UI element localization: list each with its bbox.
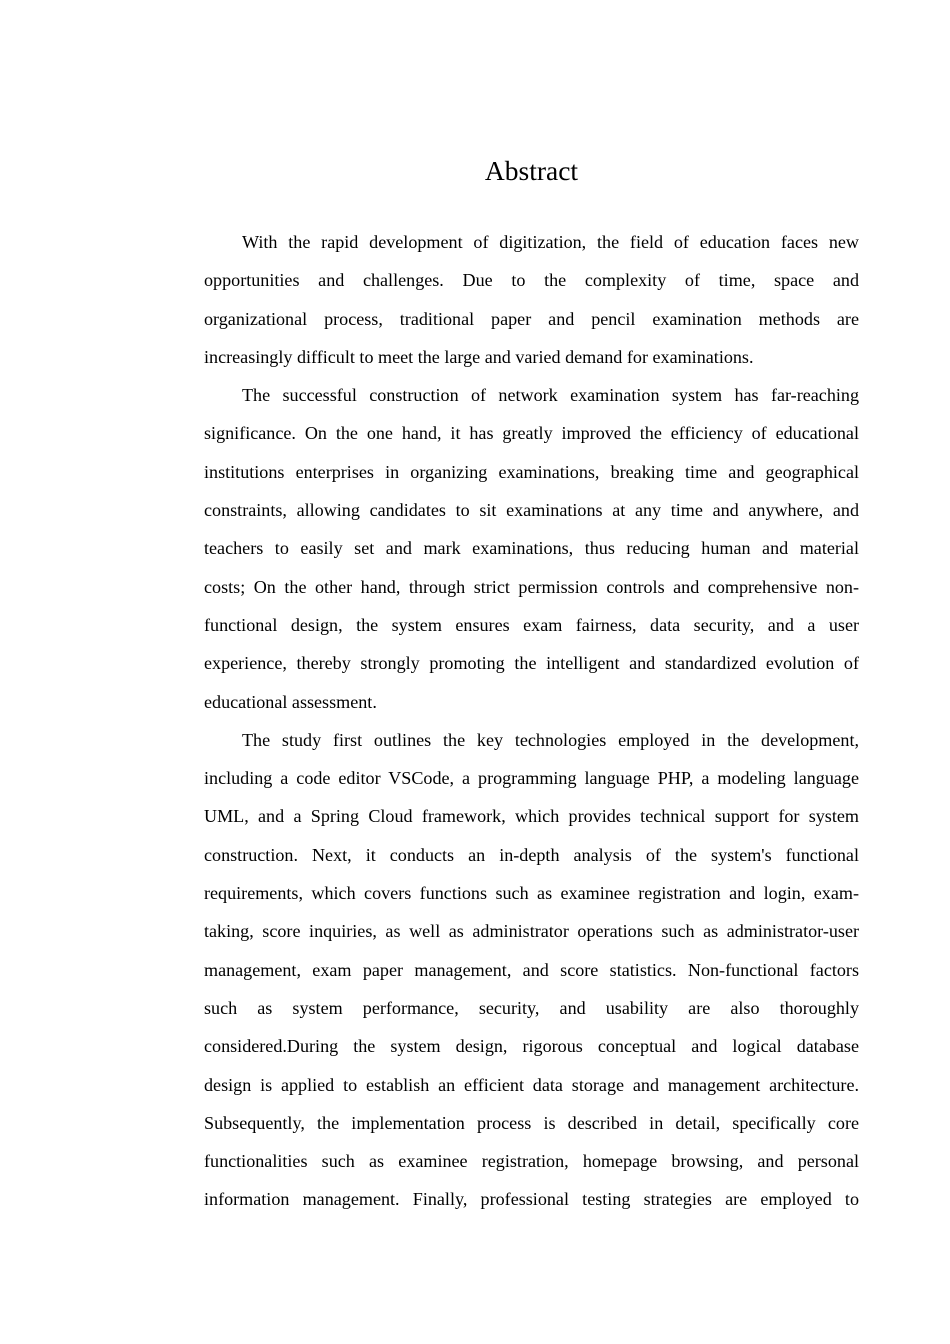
abstract-title: Abstract — [484, 155, 579, 186]
paragraph-line: considered.During the system design, rigorous conceptual and logical database — [204, 1036, 859, 1057]
paragraph-3 — [204, 721, 859, 1219]
paragraph-line: With the rapid development of digitization, the field of education faces new — [242, 232, 859, 252]
paragraph-line: institutions enterprises in organizing examinations, breaking time and geographical — [204, 461, 859, 482]
paragraph-2 — [204, 376, 859, 721]
paragraph-line: significance. On the one hand, it has greatly improved the efficiency of educational — [204, 423, 859, 444]
paragraph-line: increasingly difficult to meet the large and varied demand for examinations. — [204, 346, 754, 367]
paragraph-line: teachers to easily set and mark examinations, thus reducing human and material — [204, 538, 859, 559]
paragraph-line: functional design, the system ensures exam fairness, data security, and a user — [204, 614, 859, 635]
paragraph-line: including a code editor VSCode, a programming language PHP, a modeling language — [204, 768, 859, 789]
paragraph-line: construction. Next, it conducts an in-depth analysis of the system's functional — [204, 844, 859, 865]
paragraph-line: educational assessment. — [204, 691, 377, 712]
paragraph-line: management, exam paper management, and score statistics. Non-functional factors — [204, 959, 859, 980]
paragraph-line: experience, thereby strongly promoting the intelligent and standardized evolution of — [204, 653, 859, 674]
paragraph-line: The successful construction of network examination system has far-reaching — [242, 385, 859, 406]
paragraph-line: opportunities and challenges. Due to the complexity of time, space and — [204, 270, 859, 291]
paragraph-1 — [204, 223, 859, 376]
paragraph-line: information management. Finally, professional testing strategies are employed to — [204, 1189, 859, 1210]
abstract-body — [204, 223, 859, 1219]
paragraph-line: requirements, which covers functions such as examinee registration and login, exam- — [204, 883, 859, 904]
paragraph-line: UML, and a Spring Cloud framework, which provides technical support for system — [204, 806, 859, 827]
paragraph-line: design is applied to establish an efficient data storage and management architecture. — [204, 1074, 859, 1095]
paragraph-line: The study first outlines the key technologies employed in the development, — [242, 729, 859, 750]
paragraph-line: organizational process, traditional paper and pencil examination methods are — [204, 308, 859, 329]
paragraph-line: costs; On the other hand, through strict permission controls and comprehensive non- — [204, 576, 859, 597]
paragraph-line: such as system performance, security, and usability are also thoroughly — [204, 997, 859, 1018]
paragraph-line: functionalities such as examinee registration, homepage browsing, and personal — [204, 1151, 859, 1172]
paragraph-line: taking, score inquiries, as well as administrator operations such as administrator-user — [204, 921, 859, 942]
paragraph-line: constraints, allowing candidates to sit examinations at any time and anywhere, and — [204, 500, 859, 521]
paragraph-line: Subsequently, the implementation process is described in detail, specifically core — [204, 1112, 859, 1133]
